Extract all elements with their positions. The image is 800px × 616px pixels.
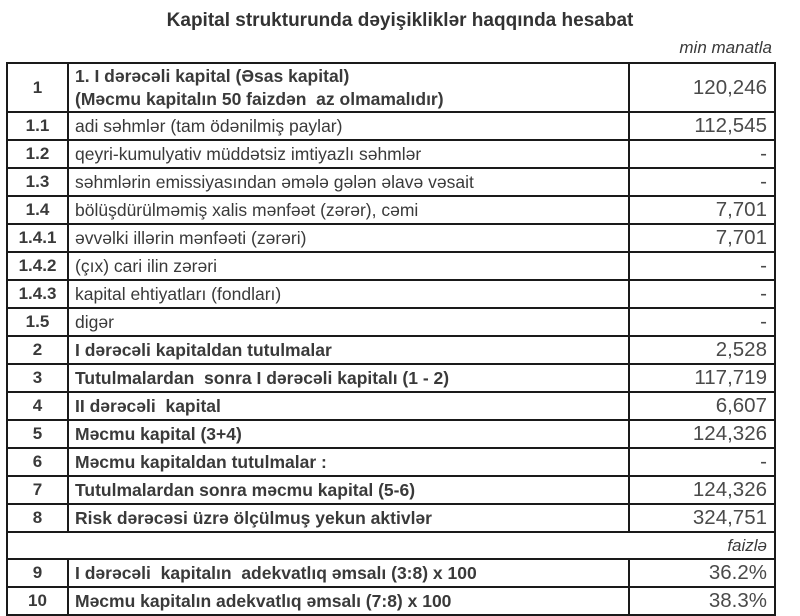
- row-number: 8: [7, 504, 68, 532]
- row-value: 112,545: [629, 112, 775, 140]
- row-number: 7: [7, 476, 68, 504]
- row-value: 7,701: [629, 224, 775, 252]
- row-label: Məcmu kapital (3+4): [68, 420, 629, 448]
- row-value: 124,326: [629, 476, 775, 504]
- row-value: 36.2%: [629, 559, 775, 587]
- table-row: [7, 63, 775, 112]
- row-number: 2: [7, 336, 68, 364]
- row-label-line2: (Məcmu kapitalın 50 faizdən az olmamalıdır): [75, 88, 444, 109]
- table-row: [7, 559, 775, 587]
- table-row: [7, 168, 775, 196]
- table-row: [7, 224, 775, 252]
- row-label: [68, 63, 629, 112]
- table-row: [7, 476, 775, 504]
- row-value: 38.3%: [629, 587, 775, 615]
- row-value: -: [629, 308, 775, 336]
- table-body: [7, 63, 775, 615]
- row-label: I dərəcəli kapitalın adekvatlıq əmsalı (3:8) x 100: [68, 559, 629, 587]
- unit-label-top: min manatla: [679, 38, 772, 57]
- row-value: -: [629, 448, 775, 476]
- row-label: Risk dərəcəsi üzrə ölçülmuş yekun aktivlər: [68, 504, 629, 532]
- row-number: 1: [7, 63, 68, 112]
- table-row: [7, 364, 775, 392]
- row-label: I dərəcəli kapitaldan tutulmalar: [68, 336, 629, 364]
- table-row: [7, 112, 775, 140]
- table-row: [7, 392, 775, 420]
- row-number: 1.4: [7, 196, 68, 224]
- row-number: 1.4.1: [7, 224, 68, 252]
- row-number: 3: [7, 364, 68, 392]
- row-label: Məcmu kapitaldan tutulmalar :: [68, 448, 629, 476]
- row-value: 324,751: [629, 504, 775, 532]
- table-row: [7, 448, 775, 476]
- row-label: Tutulmalardan sonra məcmu kapital (5-6): [68, 476, 629, 504]
- table-row: [7, 280, 775, 308]
- row-label: bölüşdürülməmiş xalis mənfəət (zərər), cəmi: [68, 196, 629, 224]
- row-value: 2,528: [629, 336, 775, 364]
- row-label: digər: [68, 308, 629, 336]
- row-label: əvvəlki illərin mənfəəti (zərəri): [68, 224, 629, 252]
- row-value: 6,607: [629, 392, 775, 420]
- row-number: 1.5: [7, 308, 68, 336]
- row-value: -: [629, 252, 775, 280]
- row-label: Məcmu kapitalın adekvatlıq əmsalı (7:8) x 100: [68, 587, 629, 615]
- row-number: 1.1: [7, 112, 68, 140]
- row-number: 1.2: [7, 140, 68, 168]
- row-number: 5: [7, 420, 68, 448]
- table-row: [7, 504, 775, 532]
- row-value: -: [629, 140, 775, 168]
- row-value: -: [629, 168, 775, 196]
- report-page: [0, 10, 800, 612]
- table-row: [7, 252, 775, 280]
- row-number: 6: [7, 448, 68, 476]
- row-value: 117,719: [629, 364, 775, 392]
- row-value: 120,246: [629, 63, 775, 112]
- row-label: kapital ehtiyatları (fondları): [68, 280, 629, 308]
- report-title: Kapital strukturunda dəyişikliklər haqqında hesabat: [166, 10, 634, 31]
- row-label: Tutulmalardan sonra I dərəcəli kapitalı (1 - 2): [68, 364, 629, 392]
- table-row: [7, 420, 775, 448]
- table-row: [7, 140, 775, 168]
- table-row: [7, 308, 775, 336]
- row-number: 4: [7, 392, 68, 420]
- row-label: (çıx) cari ilin zərəri: [68, 252, 629, 280]
- capital-structure-table: [6, 62, 776, 616]
- row-label: qeyri-kumulyativ müddətsiz imtiyazlı səhmlər: [68, 140, 629, 168]
- row-value: 7,701: [629, 196, 775, 224]
- table-row: [7, 587, 775, 615]
- row-label: adi səhmlər (tam ödənilmiş paylar): [68, 112, 629, 140]
- row-number: 10: [7, 587, 68, 615]
- row-number: 1.3: [7, 168, 68, 196]
- row-value: 124,326: [629, 420, 775, 448]
- table-row: [7, 336, 775, 364]
- row-label: II dərəcəli kapital: [68, 392, 629, 420]
- row-label-line1: 1. I dərəcəli kapital (Əsas kapital): [75, 66, 350, 87]
- unit-label-mid: faizlə: [7, 532, 775, 559]
- row-number: 9: [7, 559, 68, 587]
- unit-row: [7, 532, 775, 559]
- row-number: 1.4.2: [7, 252, 68, 280]
- row-number: 1.4.3: [7, 280, 68, 308]
- row-label: səhmlərin emissiyasından əmələ gələn əlavə vəsait: [68, 168, 629, 196]
- table-row: [7, 196, 775, 224]
- row-value: -: [629, 280, 775, 308]
